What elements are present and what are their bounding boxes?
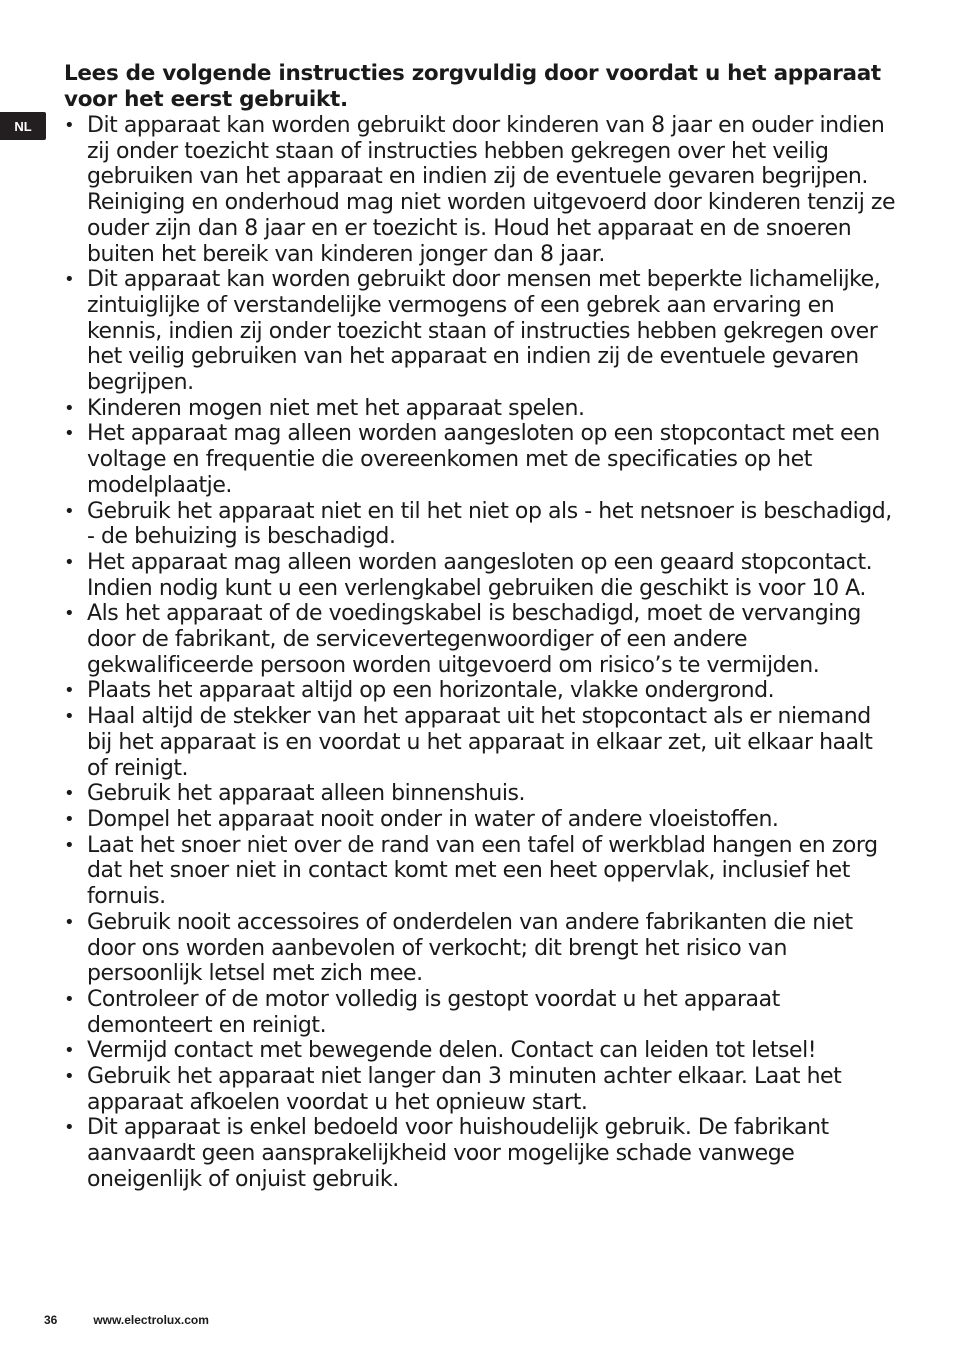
- list-item: [64, 550, 896, 601]
- list-item: [64, 833, 896, 910]
- list-item: [64, 499, 896, 550]
- bullet-icon: •: [64, 1066, 75, 1088]
- list-item-text: Vermijd contact met bewegende delen. Contact can leiden tot letsel!: [87, 1038, 817, 1064]
- list-item-text: Gebruik het apparaat niet langer dan 3 minuten achter elkaar. Laat het apparaat afkoelen voordat u het opnieuw start.: [87, 1064, 842, 1115]
- list-item: [64, 987, 896, 1038]
- page-footer: [44, 1313, 209, 1327]
- bullet-icon: •: [64, 680, 75, 702]
- list-item-text: Haal altijd de stekker van het apparaat uit het stopcontact als er niemand bij het apparaat is en voordat u het apparaat in elkaar zet, uit elkaar haalt of reinigt.: [87, 704, 873, 781]
- list-item-text: Dit apparaat kan worden gebruikt door mensen met beperkte lichamelijke, zintuiglijke of verstandelijke vermogens of een gebrek aan ervaring en kennis, indien zij onder toezicht staan of instructies hebben gekregen over het veilig gebruiken van het apparaat en indien zij de eventuele gevaren begrijpen.: [87, 267, 881, 396]
- list-item-text: Het apparaat mag alleen worden aangesloten op een stopcontact met een voltage en frequentie die overeenkomen met de specificaties op het modelplaatje.: [87, 421, 880, 498]
- list-item: [64, 1064, 896, 1115]
- page-number: 36: [44, 1313, 58, 1327]
- instruction-list: [64, 113, 896, 1193]
- list-item: [64, 910, 896, 987]
- list-item: [64, 704, 896, 781]
- language-tab: NL: [0, 112, 46, 140]
- bullet-icon: •: [64, 423, 75, 445]
- list-item-text: Kinderen mogen niet met het apparaat spelen.: [87, 395, 585, 421]
- list-item-text: Als het apparaat of de voedingskabel is beschadigd, moet de vervanging door de fabrikant, de servicevertegenwoordiger of een andere gekwalificeerde persoon worden uitgevoerd om risico’s te vermijden.: [87, 601, 861, 678]
- list-item-text: Het apparaat mag alleen worden aangesloten op een geaard stopcontact. Indien nodig kunt u een verlengkabel gebruiken die geschikt is voor 10 A.: [87, 549, 873, 601]
- bullet-icon: •: [64, 706, 75, 728]
- list-item: [64, 601, 896, 678]
- bullet-icon: •: [64, 988, 75, 1010]
- list-item: [64, 421, 896, 498]
- list-item-text: Controleer of de motor volledig is gestopt voordat u het apparaat demonteert en reinigt.: [87, 986, 780, 1038]
- bullet-icon: •: [64, 269, 75, 291]
- bullet-icon: •: [64, 397, 75, 419]
- bullet-icon: •: [64, 834, 75, 856]
- bullet-icon: •: [64, 1040, 75, 1062]
- list-item-text: Dompel het apparaat nooit onder in water of andere vloeistoffen.: [87, 806, 779, 832]
- list-item: [64, 1115, 896, 1192]
- bullet-icon: •: [64, 500, 75, 522]
- bullet-icon: •: [64, 783, 75, 805]
- list-item: [64, 781, 896, 807]
- bullet-icon: •: [64, 115, 75, 136]
- instructions-section: [64, 61, 896, 1193]
- website-link[interactable]: www.electrolux.com: [93, 1313, 209, 1327]
- list-item-text: Gebruik nooit accessoires of onderdelen van andere fabrikanten die niet door ons worden aanbevolen of verkocht; dit brengt het risico van persoonlijk letsel met zich mee.: [87, 909, 853, 987]
- list-item-text: Dit apparaat kan worden gebruikt door kinderen van 8 jaar en ouder indien zij onder toezicht staan of instructies hebben gekregen over het veilig gebruiken van het apparaat en indien zij de eventuele gevaren begrijpen. Reiniging en onderhoud mag niet worden uitgevoerd door kinderen tenzij ze ouder zijn dan 8 jaar en er toezicht is. Houd het apparaat en de snoeren buiten het bereik van kinderen jonger dan 8 jaar.: [87, 113, 896, 267]
- bullet-icon: •: [64, 603, 75, 625]
- list-item: [64, 396, 896, 422]
- list-item-text: Gebruik het apparaat alleen binnenshuis.: [87, 781, 526, 807]
- bullet-icon: •: [64, 1117, 75, 1139]
- list-item: [64, 267, 896, 396]
- bullet-icon: •: [64, 551, 75, 573]
- bullet-icon: •: [64, 808, 75, 830]
- list-item-text: Plaats het apparaat altijd op een horizontale, vlakke ondergrond.: [87, 678, 775, 704]
- list-item: [64, 113, 896, 267]
- bullet-icon: •: [64, 911, 75, 933]
- list-item-text: Gebruik het apparaat niet en til het niet op als - het netsnoer is beschadigd, - de behuizing is beschadigd.: [87, 498, 892, 550]
- list-item: [64, 1038, 896, 1064]
- list-item-text: Laat het snoer niet over de rand van een tafel of werkblad hangen en zorg dat het snoer niet in contact komt met een heet oppervlak, inclusief het fornuis.: [87, 832, 878, 910]
- list-item-text: Dit apparaat is enkel bedoeld voor huishoudelijk gebruik. De fabrikant aanvaardt geen aansprakelijkheid voor mogelijke schade vanwege oneigenlijk of onjuist gebruik.: [87, 1115, 829, 1192]
- list-item: [64, 678, 896, 704]
- list-item: [64, 807, 896, 833]
- page-heading: Lees de volgende instructies zorgvuldig door voordat u het apparaat voor het eerst gebruikt.: [64, 61, 881, 112]
